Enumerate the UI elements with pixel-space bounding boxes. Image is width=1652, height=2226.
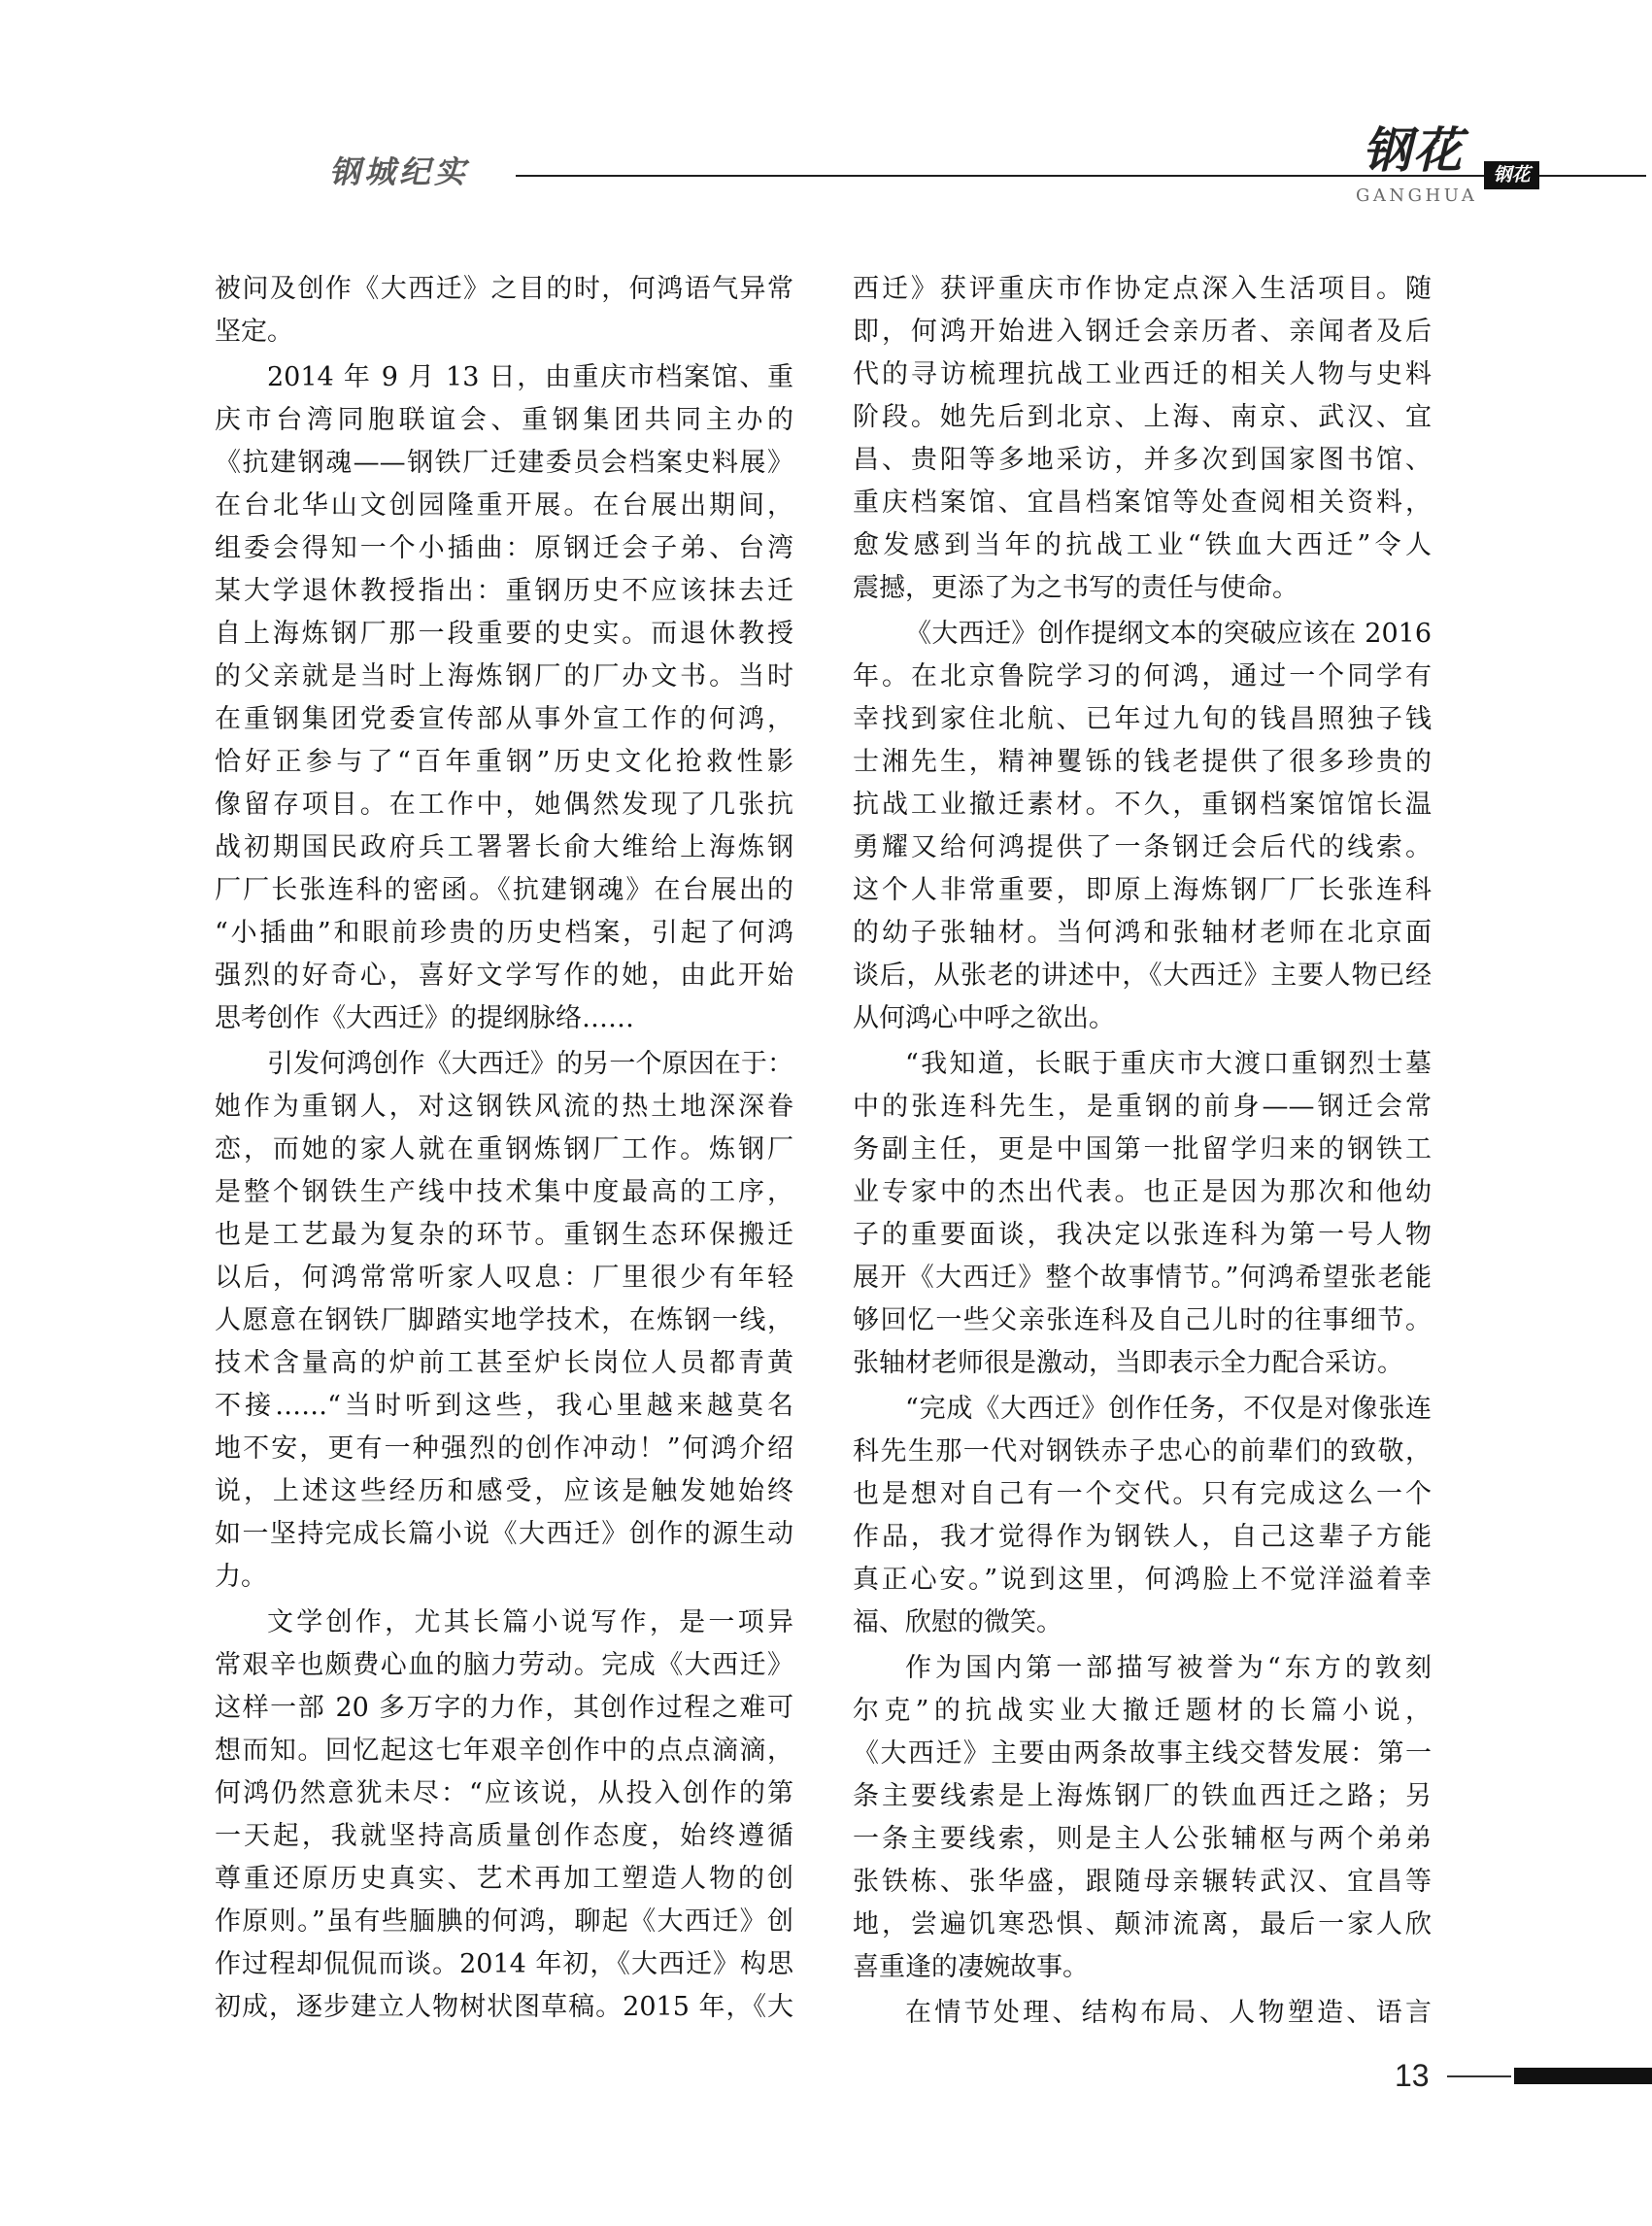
text-line: 张轴材老师很是激动，当即表示全力配合采访。 <box>853 1348 1403 1378</box>
text-line: 被问及创作《大西迁》之目的时，何鸿语气异常 <box>215 274 793 304</box>
text-line: 尔克”的抗战实业大撤迁题材的长篇小说， <box>853 1696 1432 1726</box>
text-line: 在情节处理、结构布局、人物塑造、语言 <box>905 1998 1432 2028</box>
text-line: 抗战工业撤迁素材。不久，重钢档案馆馆长温 <box>853 790 1432 820</box>
magazine-logo: 钢花 <box>1363 121 1464 179</box>
header-rule <box>516 175 1646 177</box>
text-line: 思考创作《大西迁》的提纲脉络…… <box>215 1003 634 1033</box>
text-line: 作品，我才觉得作为钢铁人，自己这辈子方能 <box>853 1522 1432 1552</box>
text-line: 喜重逢的凄婉故事。 <box>853 1952 1089 1982</box>
text-line: 幸找到家住北航、已年过九旬的钱昌照独子钱 <box>853 704 1432 734</box>
text-line: 引发何鸿创作《大西迁》的另一个原因在于： <box>267 1049 793 1079</box>
text-line: 自上海炼钢厂那一段重要的史实。而退休教授 <box>215 619 793 649</box>
text-line: 尊重还原历史真实、艺术再加工塑造人物的创 <box>215 1864 793 1894</box>
logo-subtitle: GANGHUA <box>1356 186 1478 206</box>
text-line: 某大学退休教授指出：重钢历史不应该抹去迁 <box>215 576 793 606</box>
text-line: 像留存项目。在工作中，她偶然发现了几张抗 <box>215 790 793 820</box>
text-line: 条主要线索是上海炼钢厂的铁血西迁之路；另 <box>853 1781 1432 1811</box>
text-line: 一天起，我就坚持高质量创作态度，始终遵循 <box>215 1821 793 1851</box>
text-line: 常艰辛也颇费心血的脑力劳动。完成《大西迁》 <box>215 1650 793 1680</box>
text-line: 何鸿仍然意犹未尽：“应该说，从投入创作的第 <box>215 1778 793 1808</box>
text-line: 如一坚持完成长篇小说《大西迁》创作的源生动 <box>215 1519 793 1549</box>
text-line: 福、欣慰的微笑。 <box>853 1607 1062 1637</box>
paragraph <box>853 613 1432 1040</box>
logo-badge: 钢花 <box>1484 161 1539 189</box>
text-line: 务副主任，更是中国第一批留学归来的钢铁工 <box>853 1134 1432 1164</box>
text-line: 阶段。她先后到北京、上海、南京、武汉、宜 <box>853 402 1432 432</box>
text-line: 恰好正参与了“百年重钢”历史文化抢救性影 <box>215 747 793 777</box>
text-line: 以后，何鸿常常听家人叹息：厂里很少有年轻 <box>215 1263 793 1293</box>
text-line: 的幼子张轴材。当何鸿和张轴材老师在北京面 <box>853 918 1432 948</box>
text-line: 2014 年 9 月 13 日，由重庆市档案馆、重 <box>267 362 793 392</box>
text-line: 震撼，更添了为之书写的责任与使命。 <box>853 573 1298 603</box>
text-line: 勇耀又给何鸿提供了一条钢迁会后代的线索。 <box>853 832 1432 862</box>
text-line: 作原则。”虽有些腼腆的何鸿，聊起《大西迁》创 <box>215 1906 793 1937</box>
text-line: 昌、贵阳等多地采访，并多次到国家图书馆、 <box>853 445 1432 475</box>
text-line: 初成，逐步建立人物树状图草稿。2015 年，《大 <box>215 1992 793 2022</box>
text-line: 庆市台湾同胞联谊会、重钢集团共同主办的 <box>215 405 793 435</box>
text-line: “我知道，长眠于重庆市大渡口重钢烈士墓 <box>905 1049 1432 1079</box>
paragraph <box>215 268 793 354</box>
text-line: 作过程却侃侃而谈。2014 年初，《大西迁》构思 <box>215 1949 793 1979</box>
text-line: 代的寻访梳理抗战工业西迁的相关人物与史料 <box>853 359 1432 389</box>
paragraph <box>853 1043 1432 1385</box>
text-line: 地不安，更有一种强烈的创作冲动！”何鸿介绍 <box>215 1433 793 1464</box>
text-line: 不接……“当时听到这些，我心里越来越莫名 <box>215 1391 793 1421</box>
text-line: 够回忆一些父亲张连科及自己儿时的往事细节。 <box>853 1305 1432 1335</box>
text-line: 她作为重钢人，对这钢铁风流的热土地深深眷 <box>215 1092 793 1122</box>
paragraph <box>215 1043 793 1599</box>
text-line: 重庆档案馆、宜昌档案馆等处查阅相关资料， <box>853 488 1432 518</box>
paragraph <box>215 356 793 1040</box>
text-line: 坚定。 <box>215 317 293 347</box>
footer-rule <box>1447 2075 1511 2077</box>
paragraph <box>215 1602 793 2029</box>
text-line: 展开《大西迁》整个故事情节。”何鸿希望张老能 <box>853 1263 1432 1293</box>
text-line: 年。在北京鲁院学习的何鸿，通过一个同学有 <box>853 661 1432 691</box>
footer-bar <box>1514 2068 1652 2084</box>
text-line: 愈发感到当年的抗战工业“铁血大西迁”令人 <box>853 530 1432 560</box>
text-column-left <box>215 268 793 2029</box>
text-line: 真正心安。”说到这里，何鸿脸上不觉洋溢着幸 <box>853 1565 1432 1595</box>
text-line: “小插曲”和眼前珍贵的历史档案，引起了何鸿 <box>215 918 793 948</box>
text-line: 说，上述这些经历和感受，应该是触发她始终 <box>215 1476 793 1506</box>
text-line: 这样一部 20 多万字的力作，其创作过程之难可 <box>215 1693 793 1723</box>
text-line: 人愿意在钢铁厂脚踏实地学技术，在炼钢一线， <box>215 1305 793 1335</box>
text-line: 战初期国民政府兵工署署长俞大维给上海炼钢 <box>215 832 793 862</box>
text-line: 子的重要面谈，我决定以张连科为第一号人物 <box>853 1220 1432 1250</box>
page-number: 13 <box>1395 2058 1430 2093</box>
text-line: 恋，而她的家人就在重钢炼钢厂工作。炼钢厂 <box>215 1134 793 1164</box>
text-line: 文学创作，尤其长篇小说写作，是一项异 <box>267 1607 793 1637</box>
text-line: 西迁》获评重庆市作协定点深入生活项目。随 <box>853 274 1432 304</box>
text-line: 业专家中的杰出代表。也正是因为那次和他幼 <box>853 1177 1432 1207</box>
text-line: 《大西迁》主要由两条故事主线交替发展：第一 <box>853 1738 1432 1769</box>
text-line: 作为国内第一部描写被誉为“东方的敦刻 <box>905 1653 1432 1683</box>
text-line: 力。 <box>215 1562 267 1592</box>
text-line: 谈后，从张老的讲述中，《大西迁》主要人物已经 <box>853 961 1432 991</box>
text-line: 地，尝遍饥寒恐惧、颠沛流离，最后一家人欣 <box>853 1909 1432 1939</box>
text-column-right <box>853 268 1432 2035</box>
text-line: 想而知。回忆起这七年艰辛创作中的点点滴滴， <box>215 1736 793 1766</box>
text-line: 中的张连科先生，是重钢的前身——钢迁会常 <box>853 1092 1432 1122</box>
text-line: 在重钢集团党委宣传部从事外宣工作的何鸿， <box>215 704 793 734</box>
text-line: 即，何鸿开始进入钢迁会亲历者、亲闻者及后 <box>853 317 1432 347</box>
paragraph <box>853 268 1432 610</box>
text-line: 士湘先生，精神矍铄的钱老提供了很多珍贵的 <box>853 747 1432 777</box>
text-line: 的父亲就是当时上海炼钢厂的厂办文书。当时 <box>215 661 793 691</box>
text-line: 张铁栋、张华盛，跟随母亲辗转武汉、宜昌等 <box>853 1867 1432 1897</box>
text-line: 《大西迁》创作提纲文本的突破应该在 2016 <box>905 619 1432 649</box>
paragraph <box>853 1992 1432 2035</box>
text-line: 厂厂长张连科的密函。《抗建钢魂》在台展出的 <box>215 875 793 905</box>
section-title: 钢城纪实 <box>329 153 470 190</box>
text-line: 也是想对自己有一个交代。只有完成这么一个 <box>853 1479 1432 1509</box>
text-line: 在台北华山文创园隆重开展。在台展出期间， <box>215 490 793 521</box>
text-line: 强烈的好奇心，喜好文学写作的她，由此开始 <box>215 961 793 991</box>
text-line: 《抗建钢魂——钢铁厂迁建委员会档案史料展》 <box>215 448 793 478</box>
paragraph <box>853 1388 1432 1644</box>
text-line: 这个人非常重要，即原上海炼钢厂厂长张连科 <box>853 875 1432 905</box>
text-line: 组委会得知一个小插曲：原钢迁会子弟、台湾 <box>215 533 793 563</box>
text-line: “完成《大西迁》创作任务，不仅是对像张连 <box>905 1394 1432 1424</box>
text-line: 从何鸿心中呼之欲出。 <box>853 1003 1115 1033</box>
paragraph <box>853 1647 1432 1989</box>
text-line: 技术含量高的炉前工甚至炉长岗位人员都青黄 <box>215 1348 793 1378</box>
text-line: 科先生那一代对钢铁赤子忠心的前辈们的致敬， <box>853 1436 1432 1467</box>
text-line: 是整个钢铁生产线中技术集中度最高的工序， <box>215 1177 793 1207</box>
text-line: 一条主要线索，则是主人公张辅枢与两个弟弟 <box>853 1824 1432 1854</box>
text-line: 也是工艺最为复杂的环节。重钢生态环保搬迁 <box>215 1220 793 1250</box>
